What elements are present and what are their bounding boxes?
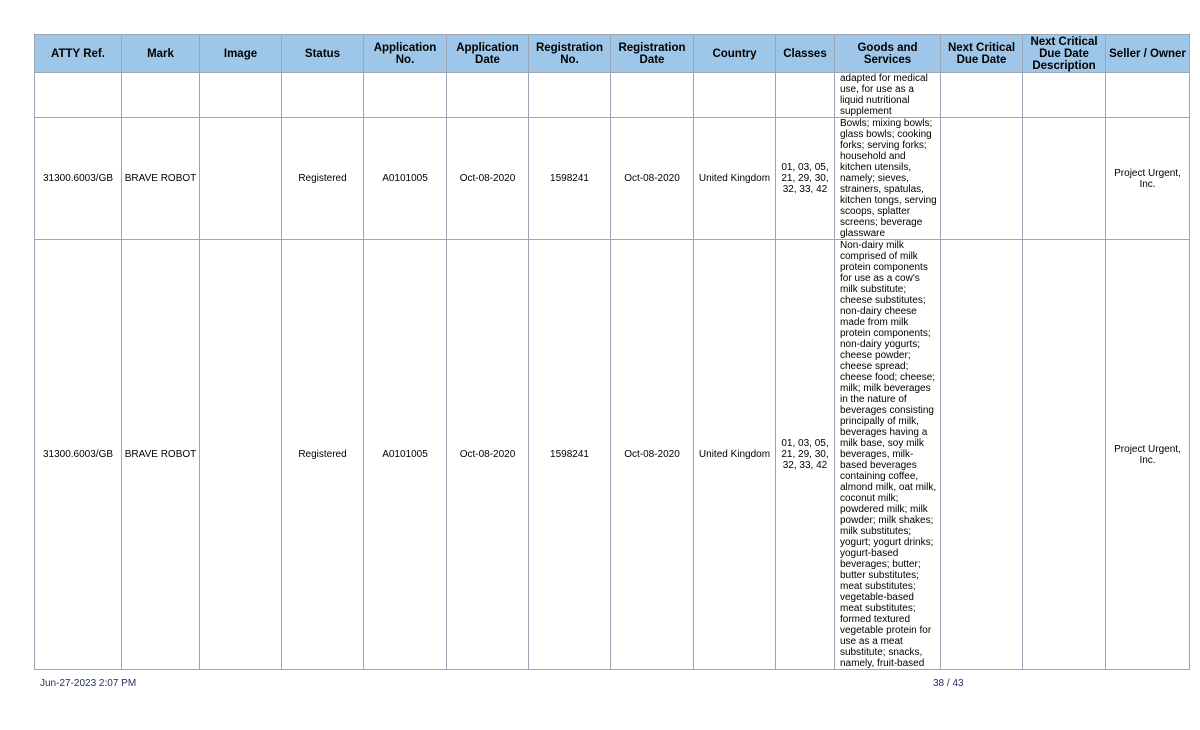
trademark-table	[34, 34, 1190, 670]
cell-status: Registered	[282, 240, 364, 670]
page-number: 38 / 43	[933, 678, 964, 689]
col-next-due-date: Next Critical Due Date	[941, 35, 1023, 73]
cell-image	[200, 240, 282, 670]
cell-next-due-date	[941, 73, 1023, 118]
cell-country: United Kingdom	[694, 118, 776, 240]
col-classes: Classes	[776, 35, 835, 73]
cell-goods-services: Non-dairy milk comprised of milk protein components for use as a cow's milk substitute; cheese substitutes; non-dairy cheese made from milk protein components; non-dairy yogurts; cheese powder; cheese spread; cheese food; cheese; milk; milk beverages in the nature of beverages consisting principally of milk, beverages having a milk base, soy milk beverages, milk-based beverages containing coffee, almond milk, oat milk, coconut milk; powdered milk; milk powder; milk shakes; milk substitutes; yogurt; yogurt drinks; yogurt-based beverages; butter; butter substitutes; meat substitutes; vegetable-based meat substitutes; formed textured vegetable protein for use as a meat substitute; snacks, namely, fruit-based	[835, 240, 941, 670]
cell-mark	[122, 73, 200, 118]
table-row	[35, 240, 1190, 670]
table-row	[35, 118, 1190, 240]
col-registration-no: Registration No.	[529, 35, 611, 73]
cell-registration-date: Oct-08-2020	[611, 240, 694, 670]
cell-status: Registered	[282, 118, 364, 240]
col-goods-services: Goods and Services	[835, 35, 941, 73]
cell-country: United Kingdom	[694, 240, 776, 670]
table-row	[35, 73, 1190, 118]
col-next-due-desc: Next Critical Due Date Description	[1023, 35, 1106, 73]
cell-registration-date: Oct-08-2020	[611, 118, 694, 240]
cell-image	[200, 73, 282, 118]
cell-application-no: A0101005	[364, 240, 447, 670]
col-image: Image	[200, 35, 282, 73]
cell-image	[200, 118, 282, 240]
cell-application-date: Oct-08-2020	[447, 240, 529, 670]
col-application-date: Application Date	[447, 35, 529, 73]
cell-goods-services: Bowls; mixing bowls; glass bowls; cooking forks; serving forks; household and kitchen utensils, namely; sieves, strainers, spatulas, kitchen tongs, serving scoops, splatter screens; beverage glassware	[835, 118, 941, 240]
cell-registration-no	[529, 73, 611, 118]
cell-goods-services: adapted for medical use, for use as a liquid nutritional supplement	[835, 73, 941, 118]
cell-classes: 01, 03, 05, 21, 29, 30, 32, 33, 42	[776, 240, 835, 670]
cell-registration-no: 1598241	[529, 240, 611, 670]
cell-application-date	[447, 73, 529, 118]
col-application-no: Application No.	[364, 35, 447, 73]
col-country: Country	[694, 35, 776, 73]
cell-atty-ref: 31300.6003/GB	[35, 240, 122, 670]
cell-classes	[776, 73, 835, 118]
footer-timestamp: Jun-27-2023 2:07 PM	[40, 678, 137, 689]
col-seller-owner: Seller / Owner	[1106, 35, 1190, 73]
cell-registration-date	[611, 73, 694, 118]
cell-next-due-desc	[1023, 73, 1106, 118]
cell-application-date: Oct-08-2020	[447, 118, 529, 240]
cell-atty-ref	[35, 73, 122, 118]
cell-atty-ref: 31300.6003/GB	[35, 118, 122, 240]
cell-mark: BRAVE ROBOT	[122, 240, 200, 670]
cell-seller-owner	[1106, 73, 1190, 118]
cell-application-no: A0101005	[364, 118, 447, 240]
col-mark: Mark	[122, 35, 200, 73]
cell-next-due-desc	[1023, 240, 1106, 670]
cell-classes: 01, 03, 05, 21, 29, 30, 32, 33, 42	[776, 118, 835, 240]
cell-registration-no: 1598241	[529, 118, 611, 240]
cell-seller-owner: Project Urgent, Inc.	[1106, 240, 1190, 670]
cell-mark: BRAVE ROBOT	[122, 118, 200, 240]
cell-seller-owner: Project Urgent, Inc.	[1106, 118, 1190, 240]
cell-next-due-date	[941, 118, 1023, 240]
cell-next-due-desc	[1023, 118, 1106, 240]
header-row	[35, 35, 1190, 73]
cell-next-due-date	[941, 240, 1023, 670]
col-atty-ref: ATTY Ref.	[35, 35, 122, 73]
cell-country	[694, 73, 776, 118]
col-status: Status	[282, 35, 364, 73]
col-registration-date: Registration Date	[611, 35, 694, 73]
cell-application-no	[364, 73, 447, 118]
cell-status	[282, 73, 364, 118]
